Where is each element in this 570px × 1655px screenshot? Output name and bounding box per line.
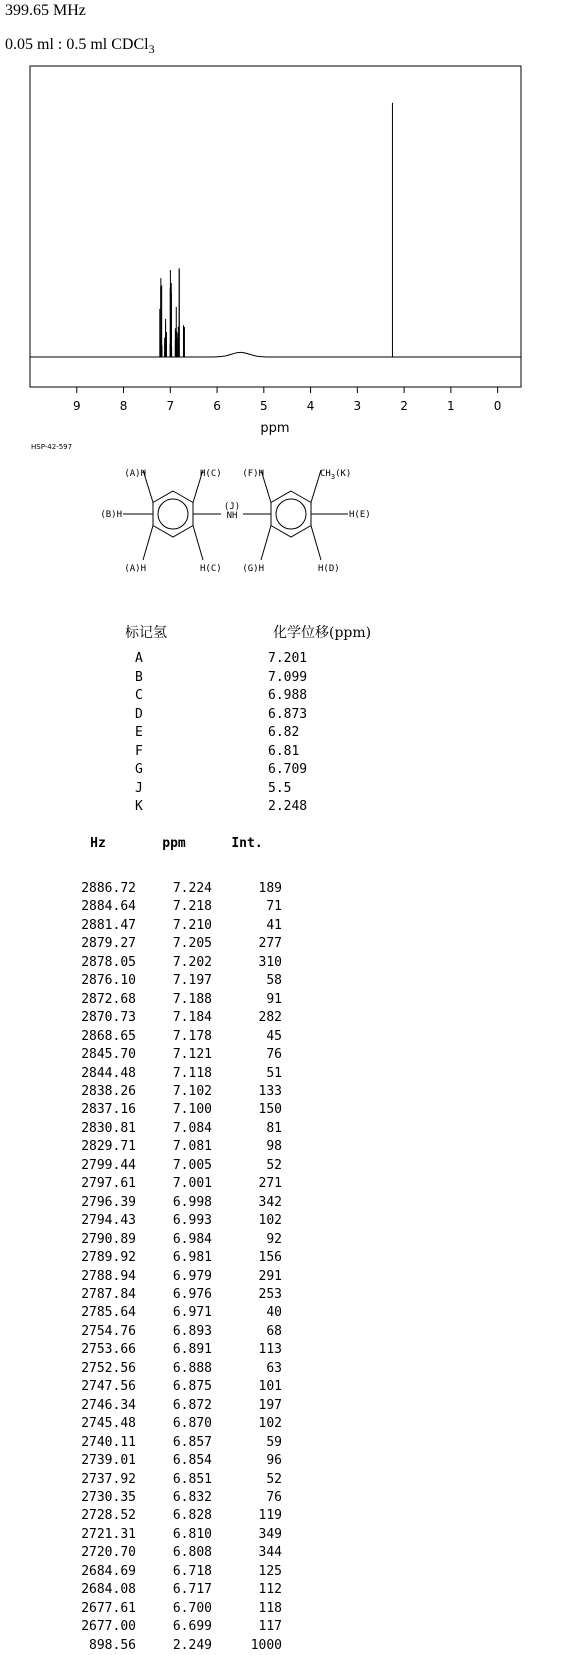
peak-row	[60, 1286, 282, 1304]
peak-hz: 2796.39	[81, 1194, 136, 1210]
peak-row	[60, 972, 282, 990]
peak-ppm: 6.998	[172, 1194, 212, 1210]
shift-row	[135, 687, 307, 706]
plot-frame	[30, 66, 521, 387]
shift-row-label: C	[135, 688, 143, 703]
peak-ppm: 7.118	[172, 1065, 212, 1081]
peak-ppm: 6.857	[172, 1434, 212, 1450]
label-b: (B)H	[100, 510, 122, 520]
peak-int: 277	[258, 936, 282, 952]
shift-row-label: G	[135, 762, 143, 777]
peak-int: 291	[258, 1268, 282, 1284]
shift-row-label: D	[135, 706, 143, 722]
peak-ppm: 6.718	[172, 1563, 212, 1579]
peak-row	[60, 1507, 282, 1525]
peak-int: 101	[258, 1379, 282, 1395]
x-tick-label: 7	[166, 399, 175, 413]
shift-assignment-table	[135, 650, 307, 817]
peak-row	[60, 1581, 282, 1599]
peak-ppm: 7.205	[172, 936, 212, 952]
peak-int: 81	[266, 1120, 282, 1136]
peak-hz: 2787.84	[81, 1286, 136, 1302]
peak-int: 133	[258, 1083, 282, 1099]
peak-hz: 2721.31	[81, 1526, 136, 1542]
left-ring-circle	[158, 499, 188, 529]
bond-ll	[143, 526, 153, 561]
shift-row-label: B	[135, 669, 143, 685]
peak-row	[60, 991, 282, 1009]
peak-row	[60, 1544, 282, 1562]
label-j: (J)	[223, 502, 241, 512]
shift-row-label: J	[135, 780, 143, 796]
peak-row	[60, 898, 282, 916]
peak-row	[60, 954, 282, 972]
left-benzene-ring	[153, 491, 193, 537]
peak-ppm: 6.981	[172, 1250, 212, 1266]
peak-ppm: 6.810	[172, 1526, 212, 1542]
peak-ppm: 6.832	[172, 1489, 212, 1505]
peak-row	[60, 880, 282, 898]
peak-ppm: 6.808	[172, 1545, 212, 1561]
peak-hz: 2872.68	[81, 991, 136, 1007]
solvent-text: 0.05 ml : 0.5 ml CDCl	[5, 36, 149, 53]
peak-int: 102	[258, 1416, 282, 1432]
label-e: H(E)	[349, 510, 371, 520]
peak-ppm: 6.888	[172, 1360, 212, 1376]
peak-row	[60, 1138, 282, 1156]
peak-int: 102	[258, 1213, 282, 1229]
peak-row	[60, 917, 282, 935]
shift-row-value: 6.873	[268, 706, 308, 722]
peak-hz: 2730.35	[81, 1489, 136, 1505]
peak-ppm: 7.197	[172, 973, 212, 989]
peak-hz: 2844.48	[81, 1065, 136, 1081]
peak-hz: 898.56	[89, 1637, 136, 1653]
solvent-subscript: 3	[148, 42, 155, 57]
peak-hz: 2794.43	[81, 1213, 136, 1229]
peak-row	[60, 1526, 282, 1544]
peak-row	[60, 1434, 282, 1452]
peak-hz: 2845.70	[81, 1047, 136, 1063]
x-tick-label: 6	[213, 399, 221, 413]
peak-int: 189	[258, 881, 282, 896]
peak-ppm: 6.872	[172, 1397, 212, 1413]
shift-row-value: 6.988	[268, 688, 308, 703]
peak-ppm: 7.188	[172, 991, 212, 1007]
x-axis-ticks	[73, 387, 501, 413]
peak-hz: 2799.44	[81, 1157, 136, 1173]
peak-hz: 2677.61	[81, 1600, 136, 1616]
peak-row	[60, 1212, 282, 1230]
peak-ppm: 6.854	[172, 1453, 212, 1469]
peak-int: 344	[258, 1545, 282, 1561]
label-ch: CH	[320, 469, 331, 480]
peak-ppm: 7.121	[172, 1047, 212, 1063]
shift-row-label: E	[135, 725, 143, 740]
peak-hz: 2884.64	[81, 899, 136, 915]
shift-row	[135, 669, 307, 688]
shift-header-label: 标记氢	[125, 625, 167, 641]
bond-g	[261, 526, 271, 561]
shift-row-label: F	[135, 743, 143, 759]
label-nh: NH	[226, 511, 238, 521]
shift-row-label: A	[135, 651, 143, 666]
peak-int: 310	[258, 954, 282, 970]
spectrum-baseline	[30, 352, 521, 357]
peak-int: 125	[258, 1563, 282, 1579]
shift-row	[135, 743, 307, 762]
peak-hz: 2684.69	[81, 1563, 136, 1579]
peak-int: 98	[266, 1139, 282, 1155]
peak-hz: 2830.81	[81, 1120, 136, 1136]
peak-hz: 2739.01	[81, 1453, 136, 1469]
peak-row	[60, 1268, 282, 1286]
peak-row	[60, 1028, 282, 1046]
label-f-top: (F)H	[242, 469, 264, 480]
shift-row	[135, 724, 307, 743]
peak-row	[60, 1452, 282, 1470]
spectrometer-frequency: 399.65 MHz	[5, 2, 86, 19]
peak-hz: 2868.65	[81, 1028, 136, 1044]
shift-row	[135, 780, 307, 799]
nmr-spectrum-chart	[0, 60, 570, 445]
peak-int: 40	[266, 1305, 282, 1321]
peak-int: 96	[266, 1453, 282, 1469]
peak-hz: 2745.48	[81, 1416, 136, 1432]
label-ch3	[320, 469, 351, 481]
peak-hz: 2746.34	[81, 1397, 136, 1413]
peak-ppm: 6.984	[172, 1231, 212, 1247]
shift-row	[135, 761, 307, 780]
peak-row	[60, 1101, 282, 1119]
peak-row	[60, 1360, 282, 1378]
x-tick-label: 2	[400, 399, 408, 413]
peak-hz: 2837.16	[81, 1102, 136, 1118]
peak-int: 52	[266, 1471, 282, 1487]
bond-lr	[193, 526, 203, 561]
peak-hz: 2747.56	[81, 1379, 136, 1395]
peak-ppm: 6.875	[172, 1379, 212, 1395]
x-tick-label: 0	[493, 399, 502, 413]
label-ch3-sub: 3	[330, 473, 336, 482]
solvent-info	[5, 36, 155, 57]
peak-row	[60, 1009, 282, 1027]
peak-int: 112	[258, 1582, 282, 1598]
peak-hz: 2684.08	[81, 1582, 136, 1598]
peak-hz: 2677.00	[81, 1619, 136, 1635]
peak-row	[60, 1175, 282, 1193]
peak-int: 41	[266, 917, 282, 933]
peak-hz: 2881.47	[81, 917, 136, 933]
peak-ppm: 6.828	[172, 1508, 212, 1524]
peak-int: 150	[258, 1102, 282, 1118]
shift-row-label: K	[135, 799, 143, 814]
right-ring-circle	[276, 499, 306, 529]
peak-ppm: 6.700	[172, 1600, 212, 1616]
shift-row-value: 6.81	[268, 743, 300, 759]
peak-ppm: 6.893	[172, 1323, 212, 1339]
x-tick-label: 1	[447, 399, 455, 413]
peak-row	[60, 1249, 282, 1267]
peak-row	[60, 1489, 282, 1507]
peak-hz: 2790.89	[81, 1231, 136, 1247]
peak-row	[60, 1231, 282, 1249]
peak-ppm: 7.005	[172, 1157, 212, 1173]
x-tick-label: 5	[259, 399, 268, 413]
peak-int: 63	[266, 1360, 282, 1376]
peak-int: 282	[258, 1010, 282, 1026]
peak-ppm: 7.224	[172, 881, 212, 896]
spectrum-peaks	[30, 103, 521, 357]
shift-row	[135, 650, 307, 669]
peak-row	[60, 1600, 282, 1618]
peak-int: 68	[266, 1323, 282, 1339]
peak-ppm: 7.001	[172, 1176, 212, 1192]
peak-ppm: 7.081	[172, 1139, 212, 1155]
molecular-structure	[80, 468, 400, 583]
x-axis-label: ppm	[260, 421, 290, 436]
peak-ppm: 6.891	[172, 1342, 212, 1358]
shift-row	[135, 706, 307, 725]
peak-hz: 2752.56	[81, 1360, 136, 1376]
bond-d	[311, 526, 321, 561]
peak-hz: 2797.61	[81, 1176, 136, 1192]
peak-hz: 2720.70	[81, 1545, 136, 1561]
peak-ppm: 6.979	[172, 1268, 212, 1284]
peak-table-header	[60, 832, 282, 856]
peak-ppm: 6.976	[172, 1286, 212, 1302]
x-tick-label: 8	[119, 399, 128, 413]
peak-ppm: 6.717	[172, 1582, 212, 1598]
peak-hz: 2754.76	[81, 1323, 136, 1339]
shift-row-value: 7.099	[268, 669, 308, 685]
label-c-bot: H(C)	[200, 564, 222, 574]
col-ppm: ppm	[162, 836, 186, 851]
peak-hz: 2879.27	[81, 936, 136, 952]
peak-int: 1000	[250, 1637, 282, 1653]
peak-hz: 2838.26	[81, 1083, 136, 1099]
peak-int: 113	[258, 1342, 282, 1358]
label-a-bot: (A)H	[124, 564, 146, 574]
spectrum-id: HSP-42-597	[31, 443, 73, 451]
label-a-top: (A)H	[124, 469, 146, 480]
peak-ppm: 6.993	[172, 1213, 212, 1229]
peak-int: 271	[258, 1176, 282, 1192]
peak-row	[60, 1341, 282, 1359]
label-k: (K)	[335, 469, 352, 480]
peak-row	[60, 1471, 282, 1489]
peak-row	[60, 1065, 282, 1083]
peak-int: 342	[258, 1194, 282, 1210]
peak-hz: 2740.11	[81, 1434, 136, 1450]
peak-hz: 2876.10	[81, 973, 136, 989]
peak-hz: 2785.64	[81, 1305, 136, 1321]
peak-row	[60, 1194, 282, 1212]
peak-int: 119	[258, 1508, 282, 1524]
peak-ppm: 6.971	[172, 1305, 212, 1321]
peak-hz: 2878.05	[81, 954, 136, 970]
peak-int: 59	[266, 1434, 282, 1450]
peak-ppm: 6.870	[172, 1416, 212, 1432]
shift-header-shift: 化学位移(ppm)	[273, 625, 372, 641]
peak-int: 76	[266, 1047, 282, 1063]
peak-hz: 2737.92	[81, 1471, 136, 1487]
shift-row-value: 6.709	[268, 762, 308, 777]
peak-row	[60, 1157, 282, 1175]
peak-int: 76	[266, 1489, 282, 1505]
peak-int: 52	[266, 1157, 282, 1173]
right-benzene-ring	[271, 491, 311, 537]
peak-int: 71	[266, 899, 282, 915]
peak-int: 45	[266, 1028, 282, 1044]
peak-int: 197	[258, 1397, 282, 1413]
peak-ppm: 7.102	[172, 1083, 212, 1099]
shift-row	[135, 798, 307, 817]
label-c-top: H(C)	[200, 469, 222, 480]
peak-int: 117	[258, 1619, 282, 1635]
peak-row	[60, 1304, 282, 1322]
peak-hz: 2829.71	[81, 1139, 136, 1155]
peak-row	[60, 1618, 282, 1636]
col-int: Int.	[231, 836, 263, 851]
shift-row-value: 5.5	[268, 780, 292, 796]
peak-ppm: 7.100	[172, 1102, 212, 1118]
peak-int: 118	[258, 1600, 282, 1616]
peak-int: 253	[258, 1286, 282, 1302]
peak-row	[60, 1563, 282, 1581]
x-tick-label: 4	[306, 399, 315, 413]
label-g-bot: (G)H	[242, 564, 264, 574]
peak-ppm: 7.184	[172, 1010, 212, 1026]
label-d-bot: H(D)	[318, 564, 340, 574]
peak-ppm: 7.084	[172, 1120, 212, 1136]
peak-int: 92	[266, 1231, 282, 1247]
peak-row	[60, 935, 282, 953]
peak-int: 58	[266, 973, 282, 989]
peak-ppm: 6.699	[172, 1619, 212, 1635]
peak-ppm: 7.218	[172, 899, 212, 915]
peak-hz: 2789.92	[81, 1250, 136, 1266]
peak-row	[60, 1083, 282, 1101]
peak-hz: 2870.73	[81, 1010, 136, 1026]
peak-ppm: 2.249	[172, 1637, 212, 1653]
peak-row	[60, 1397, 282, 1415]
peak-hz: 2728.52	[81, 1508, 136, 1524]
peak-row	[60, 1637, 282, 1655]
peak-row	[60, 1415, 282, 1433]
peak-int: 349	[258, 1526, 282, 1542]
peak-hz: 2753.66	[81, 1342, 136, 1358]
x-tick-label: 9	[72, 399, 81, 413]
shift-row-value: 2.248	[268, 799, 308, 814]
peak-ppm: 7.210	[172, 917, 212, 933]
peak-hz: 2886.72	[81, 881, 136, 896]
shift-row-value: 7.201	[268, 651, 308, 666]
peak-ppm: 7.178	[172, 1028, 212, 1044]
peak-row	[60, 1323, 282, 1341]
peak-ppm: 6.851	[172, 1471, 212, 1487]
shift-row-value: 6.82	[268, 725, 300, 740]
peak-row	[60, 1378, 282, 1396]
x-tick-label: 3	[353, 399, 362, 413]
peak-int: 51	[266, 1065, 282, 1081]
peak-int: 156	[258, 1250, 282, 1266]
peak-int: 91	[266, 991, 282, 1007]
peak-hz: 2788.94	[81, 1268, 136, 1284]
peak-list-table	[60, 832, 282, 1655]
peak-ppm: 7.202	[172, 954, 212, 970]
col-hz: Hz	[90, 836, 106, 851]
peak-row	[60, 1046, 282, 1064]
peak-row	[60, 1120, 282, 1138]
